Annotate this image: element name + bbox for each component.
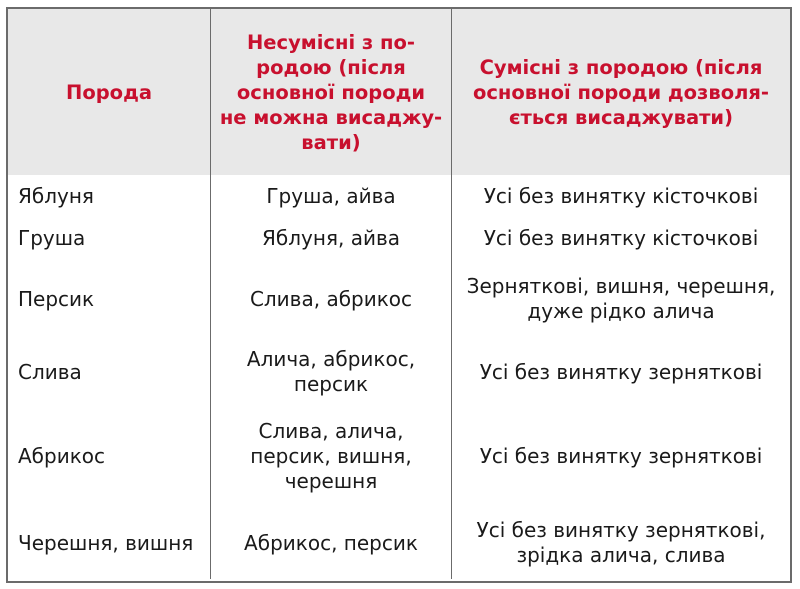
cell-line: Усі без винятку зерняткові — [479, 443, 763, 468]
table-header-row — [8, 9, 790, 176]
cell-line: Персик — [18, 286, 95, 311]
cell-line: персик, вишня, — [250, 443, 412, 468]
cell-incompatible — [211, 405, 452, 507]
cell-line: Усі без винятку кісточкові — [483, 226, 759, 250]
cell-breed — [8, 507, 211, 579]
cell-line: Усі без винятку зерняткові — [479, 359, 763, 384]
cell-line: Абрикос — [18, 443, 106, 468]
table-row — [8, 218, 790, 260]
cell-line: персик — [293, 372, 369, 396]
cell-compatible — [452, 507, 790, 579]
header-breed — [8, 9, 211, 175]
cell-compatible — [452, 175, 790, 218]
header-compatible — [452, 9, 790, 175]
cell-incompatible — [211, 218, 452, 259]
cell-line: Черешня, вишня — [18, 530, 194, 555]
table-row — [8, 339, 790, 406]
header-line: Порода — [66, 80, 152, 104]
cell-line: Абрикос, персик — [244, 530, 418, 555]
cell-breed — [8, 218, 211, 259]
compatibility-table — [6, 7, 792, 583]
cell-incompatible — [211, 175, 452, 218]
cell-line: Усі без винятку кісточкові — [483, 184, 759, 208]
table-row — [8, 259, 790, 340]
table-row — [8, 175, 790, 219]
cell-line: дуже рідко алича — [527, 299, 715, 323]
cell-line: Груша — [18, 226, 86, 250]
cell-line: Слива, абрикос — [249, 286, 413, 311]
header-line: Сумісні з породою (після — [479, 55, 763, 79]
cell-breed — [8, 339, 211, 405]
cell-line: Усі без винятку зерняткові, — [476, 518, 766, 542]
cell-incompatible — [211, 259, 452, 339]
header-line: родою (після — [256, 55, 406, 79]
cell-line: черешня — [284, 468, 378, 493]
cell-breed — [8, 405, 211, 507]
table-row — [8, 405, 790, 508]
cell-line: Слива, алича, — [258, 418, 404, 443]
cell-compatible — [452, 259, 790, 339]
header-incompatible — [211, 9, 452, 175]
header-line: вати) — [301, 130, 361, 154]
cell-line: Яблуня — [18, 184, 94, 208]
header-line: Несумісні з по- — [246, 30, 415, 54]
header-line: не можна висаджу- — [219, 105, 443, 129]
cell-compatible — [452, 405, 790, 507]
cell-line: Алича, абрикос, — [246, 347, 416, 371]
cell-line: Яблуня, айва — [262, 226, 400, 250]
header-line: основної породи — [236, 80, 426, 104]
cell-line: Груша, айва — [266, 184, 396, 208]
cell-line: зрідка алича, слива — [516, 543, 726, 567]
cell-incompatible — [211, 339, 452, 405]
table-row — [8, 507, 790, 579]
cell-line: Зерняткові, вишня, черешня, — [466, 274, 776, 298]
cell-breed — [8, 259, 211, 339]
cell-line: Слива — [18, 359, 82, 384]
cell-breed — [8, 175, 211, 218]
header-line: основної породи дозволя- — [472, 80, 770, 104]
cell-compatible — [452, 339, 790, 405]
cell-incompatible — [211, 507, 452, 579]
cell-compatible — [452, 218, 790, 259]
header-line: ється висаджувати) — [508, 105, 733, 129]
